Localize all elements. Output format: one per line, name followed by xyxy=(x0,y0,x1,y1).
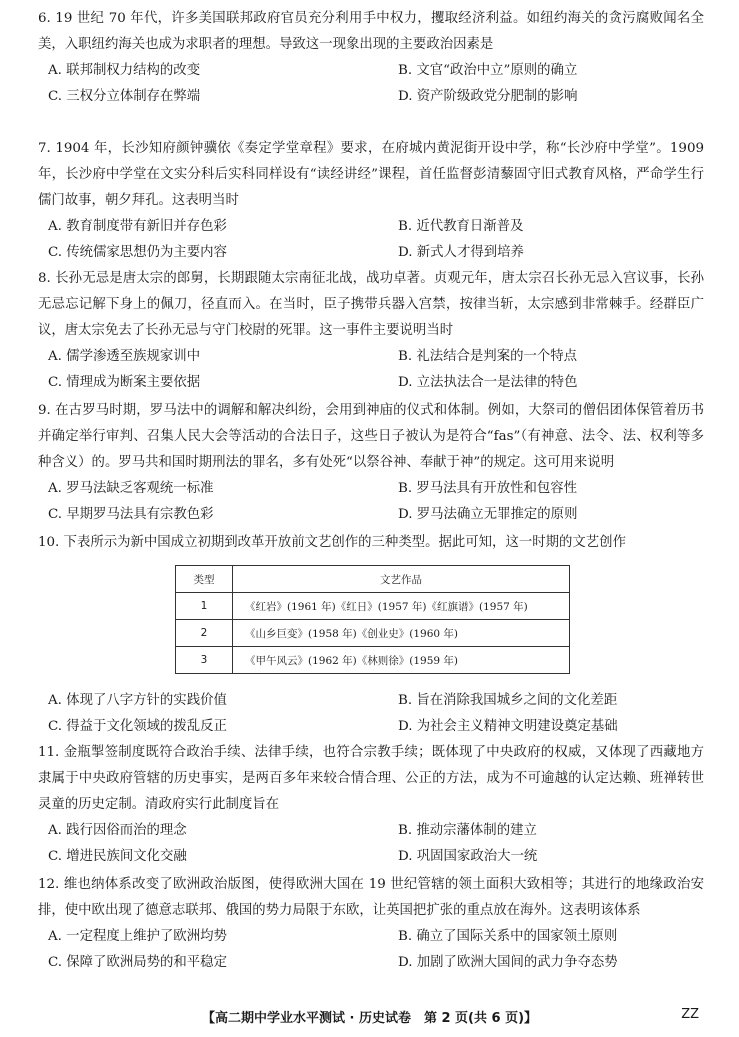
option-c: C. 传统儒家思想仍为主要内容 xyxy=(48,245,227,260)
footer-text: 【高二期中学业水平测试 · 历史试卷 第 2 页(共 6 页)】 xyxy=(201,1011,538,1026)
option-b: B. 近代教育日渐普及 xyxy=(398,219,524,234)
option-d: D. 加剧了欧洲大国间的武力争夺态势 xyxy=(398,955,618,970)
option-a: A. 联邦制权力结构的改变 xyxy=(48,63,201,78)
option-c: C. 三权分立体制存在弊端 xyxy=(48,89,201,104)
options xyxy=(38,344,704,396)
question-7 xyxy=(38,136,704,266)
question-10-options xyxy=(38,688,704,740)
row-type: 3 xyxy=(176,647,233,674)
option-a: A. 一定程度上维护了欧洲均势 xyxy=(48,929,227,944)
option-b: B. 确立了国际关系中的国家领土原则 xyxy=(398,929,618,944)
question-stem: 10. 下表所示为新中国成立初期到改革开放前文艺创作的三种类型。据此可知，这一时期的文艺创作 xyxy=(38,535,626,550)
options xyxy=(38,818,704,870)
question-stem: 12. 维也纳体系改变了欧洲政治版图，使得欧洲大国在 19 世纪管辖的领土面积大致相等；其进行的地缘政治安排，使中欧出现了德意志联邦、俄国的势力局限于东欧，让英国把扩张的重点放在海外。这表明该体系 xyxy=(38,877,704,918)
question-6 xyxy=(38,6,704,110)
option-b: B. 文官“政治中立”原则的确立 xyxy=(398,63,578,78)
option-d: D. 资产阶级政党分肥制的影响 xyxy=(398,89,578,104)
row-works: 《甲午风云》(1962 年)《林则徐》(1959 年) xyxy=(233,647,570,674)
option-b: B. 罗马法具有开放性和包容性 xyxy=(398,481,578,496)
option-a: A. 儒学渗透至族规家训中 xyxy=(48,349,201,364)
option-a: A. 践行因俗而治的理念 xyxy=(48,823,187,838)
options xyxy=(38,476,704,528)
footer-code: ZZ xyxy=(681,1007,699,1022)
option-a: A. 罗马法缺乏客观统一标准 xyxy=(48,481,214,496)
question-stem: 9. 在古罗马时期，罗马法中的调解和解决纠纷，会用到神庙的仪式和体制。例如，大祭司的僧侣团体保管着历书并确定举行审判、召集人民大会等活动的合法日子，这些日子被认为是符合“fas”（有神意、法令、法、权利等多种含义）的。罗马共和国时期刑法的罪名，多有处死“以祭谷神、奉献于神”的规定。这可用来说明 xyxy=(38,403,704,470)
options xyxy=(38,688,704,740)
option-c: C. 得益于文化领域的拨乱反正 xyxy=(48,719,227,734)
header-type: 类型 xyxy=(176,566,233,593)
options xyxy=(38,214,704,266)
page-footer xyxy=(0,1007,739,1026)
question-stem: 8. 长孙无忌是唐太宗的郎舅，长期跟随太宗南征北战，战功卓著。贞观元年，唐太宗召长孙无忌入宫议事，长孙无忌忘记解下身上的佩刀，径直而入。在当时，臣子携带兵器入宫禁，按律当斩，太宗感到非常棘手。经群臣广议，唐太宗免去了长孙无忌与守门校尉的死罪。这一事件主要说明当时 xyxy=(38,271,704,338)
option-d: D. 立法执法合一是法律的特色 xyxy=(398,375,578,390)
question-stem: 7. 1904 年，长沙知府颜钟骥依《奏定学堂章程》要求，在府城内黄泥街开设中学，称“长沙府中学堂”。1909 年，长沙府中学堂在文实分科后实科同样设有“读经讲经”课程，首任监督彭清藜固守旧式教育风格，严命学生行儒门故事，朝夕拜孔。这表明当时 xyxy=(38,141,704,208)
table-row xyxy=(176,620,570,647)
header-works: 文艺作品 xyxy=(233,566,570,593)
table-row xyxy=(176,647,570,674)
question-10 xyxy=(38,530,704,556)
option-c: C. 增进民族间文化交融 xyxy=(48,849,187,864)
question-stem: 6. 19 世纪 70 年代，许多美国联邦政府官员充分利用手中权力，攫取经济利益。如纽约海关的贪污腐败闻名全美，入职纽约海关也成为求职者的理想。导致这一现象出现的主要政治因素是 xyxy=(38,11,704,52)
question-9 xyxy=(38,398,704,528)
options xyxy=(38,58,704,110)
options xyxy=(38,924,704,976)
option-b: B. 旨在消除我国城乡之间的文化差距 xyxy=(398,693,618,708)
option-c: C. 情理成为断案主要依据 xyxy=(48,375,201,390)
row-type: 2 xyxy=(176,620,233,647)
option-d: D. 罗马法确立无罪推定的原则 xyxy=(398,507,578,522)
option-d: D. 新式人才得到培养 xyxy=(398,245,524,260)
question-12 xyxy=(38,872,704,976)
option-c: C. 早期罗马法具有宗教色彩 xyxy=(48,507,214,522)
option-d: D. 为社会主义精神文明建设奠定基础 xyxy=(398,719,618,734)
table-header-row xyxy=(176,566,570,593)
question-11 xyxy=(38,740,704,870)
question-stem: 11. 金瓶掣签制度既符合政治手续、法律手续，也符合宗教手续；既体现了中央政府的权威，又体现了西藏地方隶属于中央政府管辖的历史事实，是两百多年来较合情合理、公正的方法，成为不可逾越的认定达赖、班禅转世灵童的历史定制。清政府实行此制度旨在 xyxy=(38,745,704,812)
option-a: A. 体现了八字方针的实践价值 xyxy=(48,693,227,708)
table-row xyxy=(176,593,570,620)
row-works: 《红岩》(1961 年)《红日》(1957 年)《红旗谱》(1957 年) xyxy=(233,593,570,620)
row-type: 1 xyxy=(176,593,233,620)
works-table xyxy=(175,565,570,674)
option-b: B. 推动宗藩体制的建立 xyxy=(398,823,537,838)
row-works: 《山乡巨变》(1958 年)《创业史》(1960 年) xyxy=(233,620,570,647)
option-c: C. 保障了欧洲局势的和平稳定 xyxy=(48,955,227,970)
option-b: B. 礼法结合是判案的一个特点 xyxy=(398,349,578,364)
option-d: D. 巩固国家政治大一统 xyxy=(398,849,538,864)
question-8 xyxy=(38,266,704,396)
option-a: A. 教育制度带有新旧并存色彩 xyxy=(48,219,227,234)
